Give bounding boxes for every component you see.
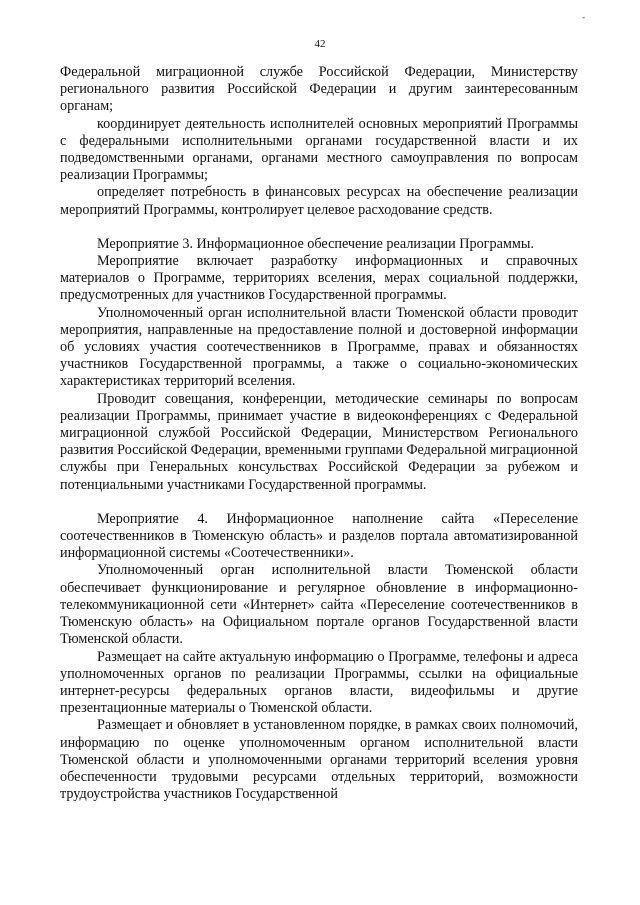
- paragraph: Размещает и обновляет в установленном порядке, в рамках своих полномочий, информацию по оценке уполномоченным органом исполнительной власти Тюменской области и уполномоченными органами территорий вселения уровня обеспеченности трудовыми ресурсами отдельных территорий, возможности трудоустройства участников Государственной: [60, 717, 578, 803]
- corner-mark: -: [582, 12, 585, 22]
- section-heading-3: Мероприятие 3. Информационное обеспечение реализации Программы.: [97, 235, 534, 252]
- paragraph: определяет потребность в финансовых ресурсах на обеспечение реализации мероприятий Программы, контролирует целевое расходование средств.: [60, 184, 578, 218]
- paragraph: Мероприятие включает разработку информационных и справочных материалов о Программе, территориях вселения, мерах социальной поддержки, предусмотренных для участников Государственной программы.: [60, 253, 578, 304]
- paragraph-gap: [60, 494, 578, 511]
- paragraph: Уполномоченный орган исполнительной власти Тюменской области обеспечивает функционирование и регулярное обновление в информационно-телекоммуникационной сети «Интернет» сайта «Переселение соотечественников в Тюменскую область» на Официальном портале органов Государственной власти Тюменской области.: [60, 562, 578, 648]
- page-number: 42: [314, 38, 326, 50]
- section-heading-4: Мероприятие 4. Информационное наполнение сайта «Переселение соотечественников в Тюменскую область» и разделов портала автоматизированной информационной системы «Соотечественники».: [60, 510, 578, 562]
- paragraph: Федеральной миграционной службе Российской Федерации, Министерству регионального развития Российской Федерации и другим заинтересованным органам;: [60, 64, 578, 115]
- paragraph: Проводит совещания, конференции, методические семинары по вопросам реализации Программы, принимает участие в видеоконференциях с Федеральной миграционной службой Российской Федерации, Министерством Регионального развития Российской Федерации, временными группами Федеральной миграционной службы при Генеральных консульствах Российской Федерации за рубежом и потенциальными участниками Государственной программы.: [60, 390, 578, 493]
- body-text: [60, 64, 578, 803]
- paragraph-gap: [60, 219, 578, 236]
- paragraph: Размещает на сайте актуальную информацию о Программе, телефоны и адреса уполномоченных органов по реализации Программы, ссылки на официальные интернет-ресурсы федеральных органов власти, видеофильмы и другие презентационные материалы о Тюменской области.: [60, 648, 578, 717]
- paragraph: координирует деятельность исполнителей основных мероприятий Программы с федеральными исполнительными органами государственной власти и их подведомственными органами, органами местного самоуправления по вопросам реализации Программы;: [60, 115, 578, 184]
- paragraph: Уполномоченный орган исполнительной власти Тюменской области проводит мероприятия, направленные на предоставление полной и достоверной информации об условиях участия соотечественников в Программе, правах и обязанностях участников Государственной программы, а также о социально-экономических характеристиках территорий вселения.: [60, 304, 578, 390]
